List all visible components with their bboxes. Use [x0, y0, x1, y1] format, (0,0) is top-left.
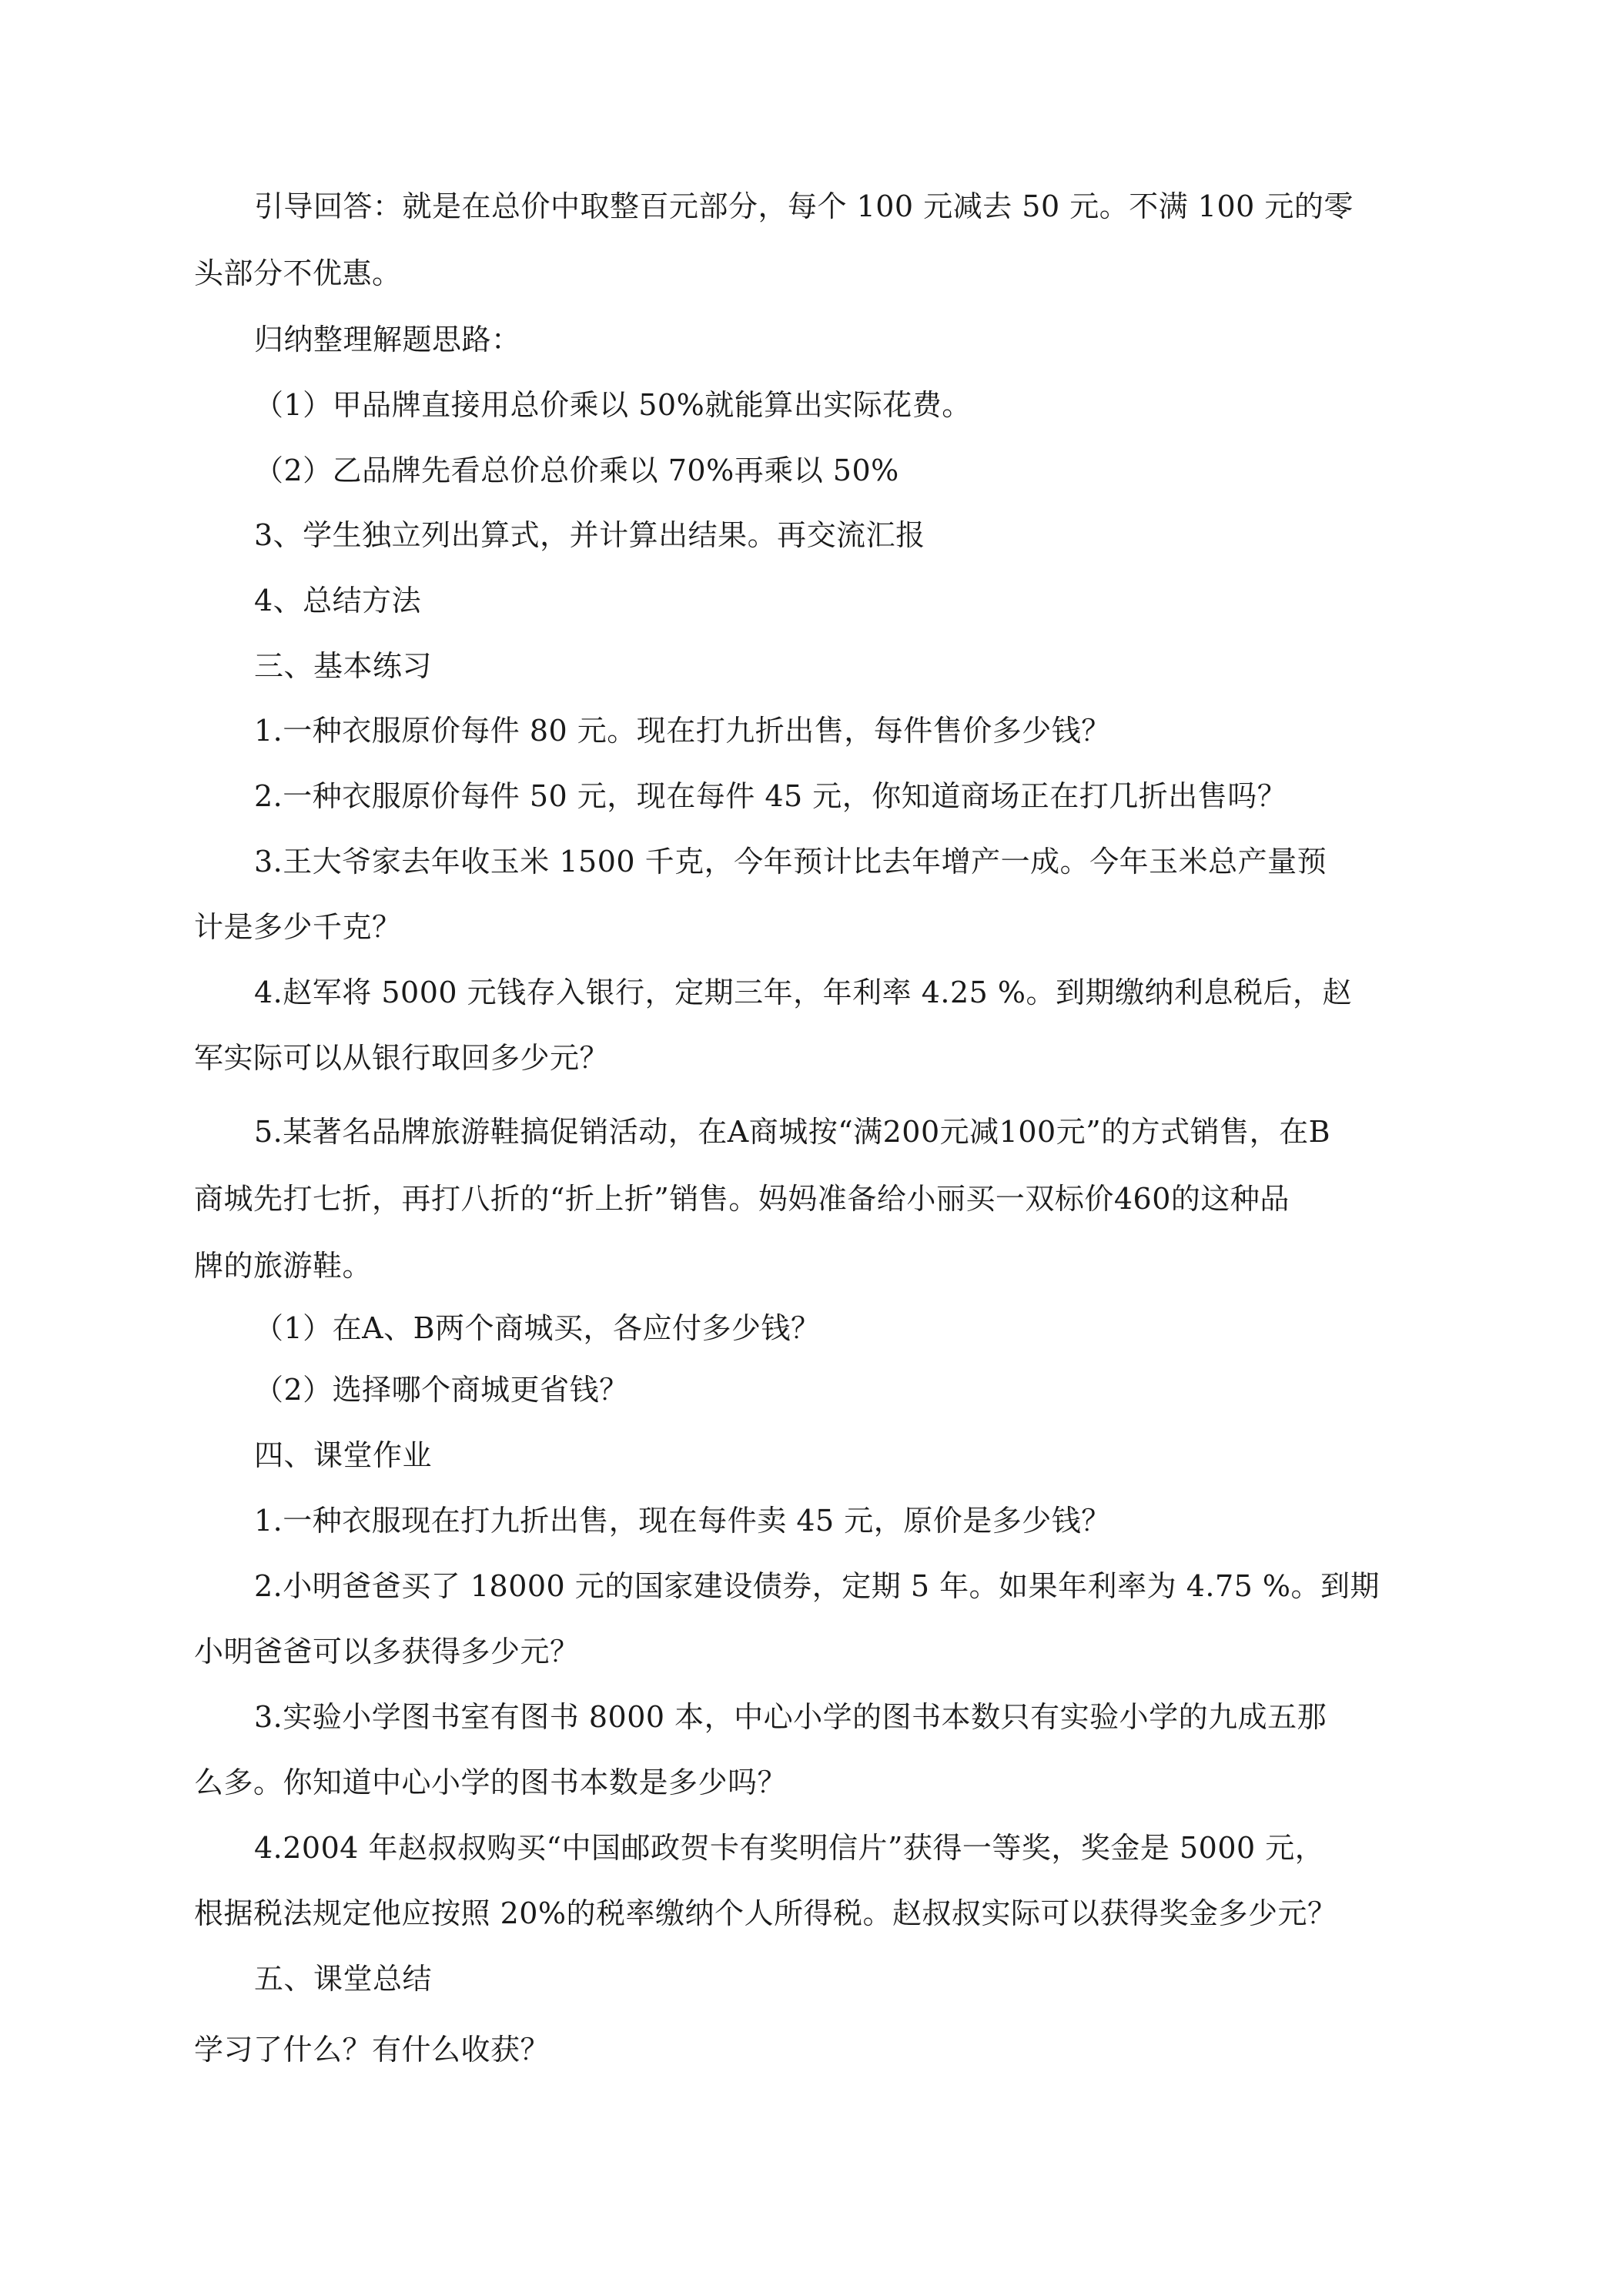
practice-question-3-line-1: 3.王大爷家去年收玉米 1500 千克，今年预计比去年增产一成。今年玉米总产量预: [254, 845, 1327, 879]
practice-question-4-line-1: 4.赵军将 5000 元钱存入银行，定期三年，年利率 4.25 %。到期缴纳利息税后，赵: [254, 976, 1352, 1009]
section-5-heading: 五、课堂总结: [254, 1962, 433, 1996]
section-3-heading: 三、基本练习: [254, 649, 433, 683]
homework-question-2-line-1: 2.小明爸爸买了 18000 元的国家建设债券，定期 5 年。如果年利率为 4.75 %。到期: [254, 1569, 1380, 1603]
guide-answer-line-2: 头部分不优惠。: [194, 256, 402, 290]
homework-question-3-line-2: 么多。你知道中心小学的图书本数是多少吗？: [194, 1766, 788, 1799]
item-4: 4、总结方法: [254, 584, 422, 618]
practice-question-5-sub-1: （1）在A、B两个商城买，各应付多少钱？: [254, 1311, 821, 1345]
practice-question-1: 1.一种衣服原价每件 80 元。现在打九折出售，每件售价多少钱？: [254, 714, 1111, 748]
practice-question-5-line-1: 5.某著名品牌旅游鞋搞促销活动，在A商城按“满200元减100元”的方式销售，在B: [254, 1115, 1331, 1149]
summary-text: 学习了什么？有什么收获？: [194, 2033, 550, 2067]
step-1: （1）甲品牌直接用总价乘以 50%就能算出实际花费。: [254, 388, 972, 422]
guide-answer-line-1: 引导回答：就是在总价中取整百元部分，每个 100 元减去 50 元。不满 100 元的零: [254, 189, 1354, 223]
item-3: 3、学生独立列出算式，并计算出结果。再交流汇报: [254, 518, 925, 552]
section-4-heading: 四、课堂作业: [254, 1438, 433, 1472]
homework-question-2-line-2: 小明爸爸可以多获得多少元？: [194, 1635, 580, 1668]
homework-question-4-line-2: 根据税法规定他应按照 20%的税率缴纳个人所得税。赵叔叔实际可以获得奖金多少元？: [194, 1896, 1337, 1930]
step-2: （2）乙品牌先看总价总价乘以 70%再乘以 50%: [254, 454, 899, 487]
practice-question-5-sub-2: （2）选择哪个商城更省钱？: [254, 1373, 629, 1407]
practice-question-2: 2.一种衣服原价每件 50 元，现在每件 45 元，你知道商场正在打几折出售吗？: [254, 779, 1287, 813]
homework-question-3-line-1: 3.实验小学图书室有图书 8000 本，中心小学的图书本数只有实验小学的九成五那: [254, 1700, 1327, 1734]
homework-question-1: 1.一种衣服现在打九折出售，现在每件卖 45 元，原价是多少钱？: [254, 1504, 1111, 1538]
practice-question-4-line-2: 军实际可以从银行取回多少元？: [194, 1041, 610, 1075]
summary-heading: 归纳整理解题思路：: [254, 323, 521, 356]
practice-question-5-line-2: 商城先打七折，再打八折的“折上折”销售。妈妈准备给小丽买一双标价460的这种品: [194, 1182, 1290, 1216]
practice-question-3-line-2: 计是多少千克？: [194, 910, 402, 944]
homework-question-4-line-1: 4.2004 年赵叔叔购买“中国邮政贺卡有奖明信片”获得一等奖，奖金是 5000 元，: [254, 1831, 1325, 1865]
practice-question-5-line-3: 牌的旅游鞋。: [194, 1249, 373, 1283]
